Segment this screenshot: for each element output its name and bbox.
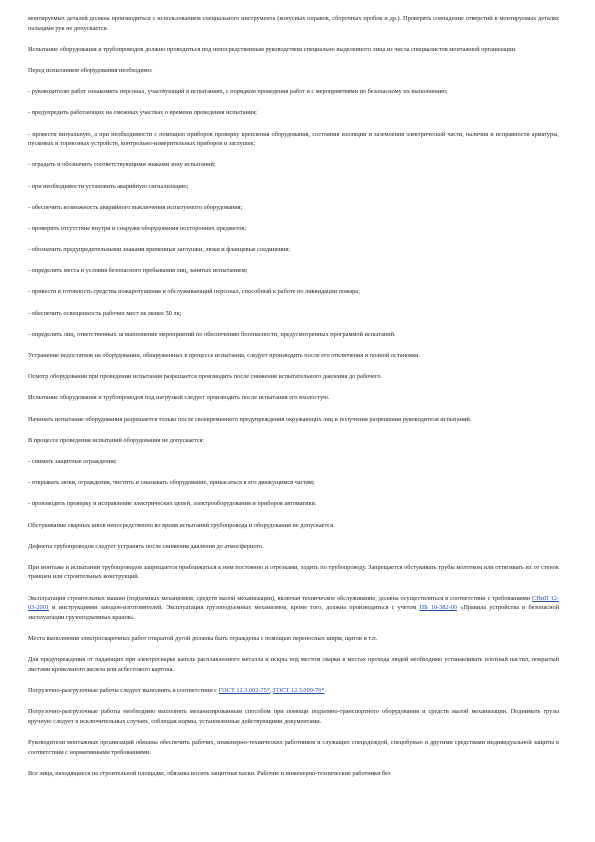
paragraph-text: - снимать защитные ограждения; — [28, 457, 117, 465]
paragraph-text: Погрузочно-разгрузочные работы следует выполнять в соответствии с — [28, 687, 219, 694]
paragraph — [28, 351, 559, 361]
paragraph — [28, 415, 559, 425]
paragraph-text: «Правила устройства и безопасной эксплуатации грузоподъемных кранов». — [28, 604, 559, 621]
paragraph-text: Осмотр оборудования при проведении испытания разрешается производить после снижения испытательного давления до рабочего. — [28, 373, 383, 381]
standard-link[interactable]: СНиП 12-03-2001 — [28, 594, 560, 612]
paragraph — [28, 769, 559, 779]
paragraph — [28, 266, 559, 276]
paragraph — [28, 686, 559, 696]
paragraph — [28, 372, 559, 382]
standard-link[interactable]: ПБ 10-382-00 — [419, 604, 458, 612]
paragraph — [28, 707, 559, 726]
paragraph-text: монтируемых деталей должна производиться с использованием специального инструмента (конусных оправок, сборочных пробок и др.). Проверять совпадение отверстий в монтируемых деталях пальцами рук не допускается. — [28, 15, 559, 32]
standard-link[interactable]: ГОСТ 12.3.002-75* — [218, 687, 270, 694]
paragraph-text: Устранение недостатков на оборудовании, обнаруженных в процессе испытания, следует производить после его отключения и полной остановки. — [28, 352, 421, 359]
paragraph-text: Все лица, находящиеся на строительной площадке, обязаны носить защитные каски. Рабочие и инженерно-технические работники без — [28, 769, 391, 777]
paragraph-text: Погрузочно-разгрузочные работы необходимо выполнять механизированным способом при помощи подъемно-транспортного оборудования и средств малой механизации. Поднимать грузы вручную следует в исключительных случаях, соблюдая нормы, установленные действующими документами. — [28, 708, 559, 725]
paragraph — [28, 563, 559, 582]
paragraph-text: - провести визуальную, а при необходимости с помощью приборов проверку крепления оборудования, состояния изоляции и заземления электрической части, наличия и исправности арматуры, пусковых и тормозных устройств, контрольно-измерительных приборов и заглушек; — [28, 130, 559, 148]
paragraph-text: Начинать испытание оборудования разрешается только после своевременного предупреждения окружающих лиц и получения разрешения руководителя испытаний. — [28, 415, 472, 423]
paragraph-text: - предупредить работающих на смежных участках о времени проведения испытания; — [28, 109, 257, 117]
paragraph-text: - проверить отсутствие внутри и снаружи оборудования посторонних предметов; — [28, 224, 247, 232]
paragraph-text: - оградить и обозначить соответствующими знаками зону испытаний; — [28, 161, 216, 169]
paragraph-text: - обеспечить возможность аварийного выключения испытуемого оборудования; — [28, 203, 243, 211]
document-body — [28, 14, 559, 778]
paragraph-text: Испытание оборудования и трубопроводов под нагрузкой следует производить после испытания его вхолостую. — [28, 394, 330, 402]
paragraph-text: . — [324, 687, 326, 694]
paragraph-text: , — [269, 687, 274, 694]
paragraph — [28, 499, 559, 509]
paragraph — [28, 203, 559, 213]
paragraph — [28, 160, 559, 170]
paragraph-text: - привести в готовность средства пожаротушения и обслуживающий персонал, способный к работе по ликвидации пожара; — [28, 288, 360, 296]
paragraph-text: Эксплуатация строительных машин (подъемных механизмов, средств малой механизации), включая техническое обслуживание, должна осуществляться в соответствии с требованиями — [28, 594, 533, 602]
paragraph-text: При монтаже и испытании трубопроводов запрещается приближаться к ним постоянно и отрезками, ходить по трубопроводу. Запрещается обстукивать трубы молотком или оттягивать их от стенок траншеи или строительных конструкций. — [28, 563, 559, 581]
paragraph — [28, 66, 559, 76]
paragraph — [28, 309, 559, 319]
paragraph — [28, 478, 559, 488]
paragraph — [28, 521, 559, 531]
paragraph — [28, 634, 559, 644]
paragraph-text: - открывать люки, ограждения, чистить и смазывать оборудование, прикасаться к его движущимся частям; — [28, 479, 315, 487]
paragraph-text: - определить лиц, ответственных за выполнение мероприятий по обеспечению безопасности, предусмотренных программой испытаний. — [28, 330, 396, 338]
paragraph — [28, 542, 559, 552]
paragraph — [28, 182, 559, 192]
standard-link[interactable]: ГОСТ 12.3.009-76* — [273, 687, 325, 694]
paragraph-text: Перед испытанием оборудования необходимо: — [28, 66, 153, 74]
paragraph-text: Для предупреждения от падающих при электросварке капель расплавленного металла и искры под местом сварки в местах прохода людей необходимо устанавливать плотный настил, покрытый листами кровельного железа или асбестового картона. — [28, 656, 559, 673]
paragraph-text: Обстукивание сварных швов непосредственно во время испытаний трубопровода и оборудования не допускается. — [28, 521, 335, 529]
paragraph-text: - производить проверку и исправление электрических цепей, электрооборудования и приборов автоматики. — [28, 500, 317, 508]
paragraph-text: - при необходимости установить аварийную сигнализацию; — [28, 182, 189, 190]
paragraph — [28, 594, 559, 623]
paragraph — [28, 330, 559, 340]
paragraph — [28, 436, 559, 446]
paragraph-text: - обеспечить освещенность рабочих мест не менее 50 лк; — [28, 309, 182, 317]
paragraph — [28, 45, 559, 55]
paragraph — [28, 245, 559, 255]
paragraph-text: Места выполнения электросварочных работ открытой дугой должны быть ограждены с помощью переносных ширм, щитов и т.п. — [28, 635, 378, 643]
paragraph — [28, 108, 559, 118]
paragraph-text: и инструкциями заводов-изготовителей. Эксплуатация грузоподъемных механизмов, кроме того, должна производиться с учетом — [49, 604, 420, 612]
paragraph-text: - обозначить предупредительными знаками временные заглушки, люки и фланцевые соединения; — [28, 246, 291, 254]
paragraph-text: - руководителю работ ознакомить персонал, участвующий в испытаниях, с порядком проведения работ и с мероприятиями по безопасному их выполнению; — [28, 88, 448, 96]
paragraph — [28, 457, 559, 467]
paragraph — [28, 287, 559, 297]
paragraph — [28, 87, 559, 97]
paragraph — [28, 14, 559, 33]
paragraph-text: Испытание оборудования и трубопроводов должно проводиться под непосредственным руководством специально выделенного лица из числа специалистов монтажной организации. — [28, 45, 517, 53]
paragraph-text: В процессе проведения испытаний оборудования не допускается: — [28, 436, 205, 444]
paragraph — [28, 655, 559, 674]
paragraph-text: Дефекты трубопроводов следует устранять после снижения давления до атмосферного. — [28, 542, 264, 550]
paragraph — [28, 224, 559, 234]
paragraph-text: Руководители монтажных организаций обязаны обеспечить рабочих, инженерно-технических работников и служащих спецодеждой, спецобувью и другими средствами индивидуальной защиты в соответствии с нормативными требованиями. — [28, 738, 559, 756]
paragraph-text: - определить места и условия безопасного пребывания лиц, занятых испытанием; — [28, 267, 248, 275]
paragraph — [28, 130, 559, 149]
paragraph — [28, 738, 559, 757]
paragraph — [28, 393, 559, 403]
